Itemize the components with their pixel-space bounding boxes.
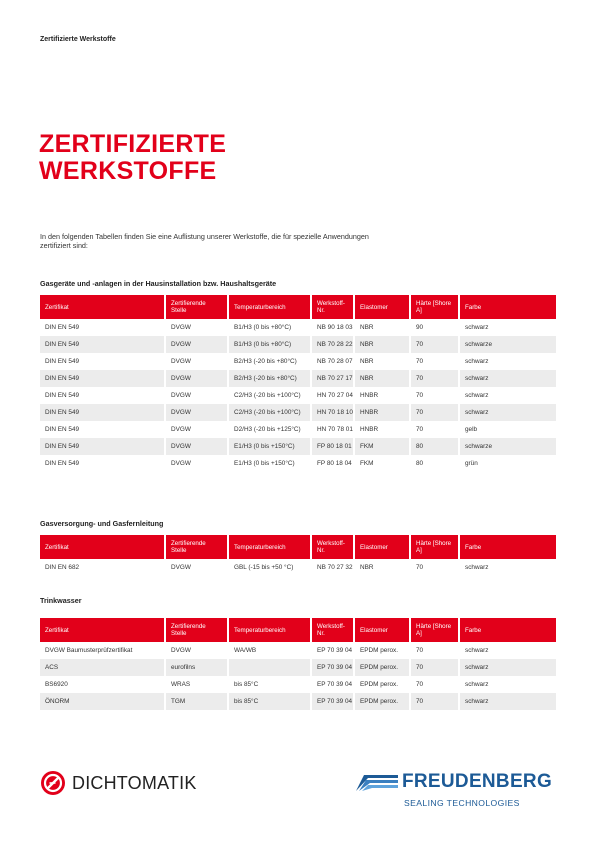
- table-header-row: [40, 295, 556, 319]
- cell-elastomer: EPDM perox.: [353, 676, 409, 693]
- dichtomatik-wordmark: DICHTOMATIK: [72, 772, 197, 793]
- cell-certifying-body: TGM: [164, 693, 227, 710]
- column-header-certifying-body: Zertifierende Stelle: [164, 618, 227, 642]
- section-title-drinking-water: Trinkwasser: [40, 596, 82, 605]
- cell-material-number: NB 70 27 17: [310, 370, 353, 387]
- cell-certifying-body: DVGW: [164, 370, 227, 387]
- cell-certificate: DIN EN 549: [40, 387, 164, 404]
- cell-color: schwarz: [458, 353, 556, 370]
- cell-certifying-body: eurofilns: [164, 659, 227, 676]
- cell-material-number: FP 80 18 04: [310, 455, 353, 472]
- table-drinking-water: [40, 618, 556, 710]
- column-header-certificate: Zertifikat: [40, 535, 164, 559]
- column-header-color: Farbe: [458, 618, 556, 642]
- cell-temperature-range: bis 85°C: [227, 693, 310, 710]
- table-header-row: [40, 535, 556, 559]
- cell-certificate: DIN EN 549: [40, 455, 164, 472]
- section-title-gas-supply: Gasversorgung- und Gasfernleitung: [40, 519, 164, 528]
- cell-color: schwarz: [458, 559, 556, 576]
- cell-color: schwarz: [458, 676, 556, 693]
- cell-hardness: 70: [409, 370, 458, 387]
- cell-certificate: DIN EN 549: [40, 319, 164, 336]
- freudenberg-tagline: SEALING TECHNOLOGIES: [404, 798, 520, 808]
- column-header-certificate: Zertifikat: [40, 295, 164, 319]
- cell-certifying-body: DVGW: [164, 353, 227, 370]
- page-title: [39, 131, 226, 185]
- cell-hardness: 70: [409, 404, 458, 421]
- table-row: [40, 319, 556, 336]
- dichtomatik-emblem-icon: [40, 770, 66, 796]
- section-title-gas-appliances: Gasgeräte und -anlagen in der Hausinstallation bzw. Haushaltsgeräte: [40, 279, 277, 288]
- dichtomatik-logo: [40, 770, 197, 796]
- column-header-elastomer: Elastomer: [353, 535, 409, 559]
- cell-elastomer: NBR: [353, 319, 409, 336]
- table-gas-supply: [40, 535, 556, 576]
- intro-text: In den folgenden Tabellen finden Sie eine Auflistung unserer Werkstoffe, die für spezielle Anwendungen zertifiziert sind:: [40, 232, 369, 250]
- table-row: [40, 370, 556, 387]
- cell-color: schwarz: [458, 693, 556, 710]
- cell-hardness: 70: [409, 336, 458, 353]
- cell-certificate: ÖNORM: [40, 693, 164, 710]
- column-header-material-number: Werkstoff-Nr.: [310, 535, 353, 559]
- cell-elastomer: FKM: [353, 455, 409, 472]
- cell-certificate: DIN EN 549: [40, 370, 164, 387]
- cell-temperature-range: [227, 659, 310, 676]
- table-row: [40, 676, 556, 693]
- cell-elastomer: NBR: [353, 353, 409, 370]
- cell-certificate: DIN EN 549: [40, 353, 164, 370]
- column-header-elastomer: Elastomer: [353, 295, 409, 319]
- cell-color: schwarz: [458, 642, 556, 659]
- cell-certifying-body: DVGW: [164, 421, 227, 438]
- cell-material-number: FP 80 18 01: [310, 438, 353, 455]
- column-header-temperature-range: Temperaturbereich: [227, 618, 310, 642]
- cell-material-number: EP 70 39 04: [310, 659, 353, 676]
- cell-hardness: 70: [409, 559, 458, 576]
- table-row: [40, 421, 556, 438]
- cell-certificate: DIN EN 549: [40, 421, 164, 438]
- column-header-material-number: Werkstoff-Nr.: [310, 618, 353, 642]
- cell-certificate: BS6920: [40, 676, 164, 693]
- cell-elastomer: NBR: [353, 370, 409, 387]
- cell-temperature-range: D2/H3 (-20 bis +125°C): [227, 421, 310, 438]
- cell-elastomer: HNBR: [353, 421, 409, 438]
- cell-elastomer: HNBR: [353, 404, 409, 421]
- freudenberg-wordmark: FREUDENBERG: [402, 771, 553, 792]
- cell-hardness: 70: [409, 642, 458, 659]
- table-row: [40, 387, 556, 404]
- cell-elastomer: EPDM perox.: [353, 642, 409, 659]
- column-header-hardness: Härte [Shore A]: [409, 535, 458, 559]
- cell-color: schwarz: [458, 404, 556, 421]
- cell-material-number: EP 70 39 04: [310, 676, 353, 693]
- cell-certifying-body: DVGW: [164, 642, 227, 659]
- table-row: [40, 642, 556, 659]
- column-header-hardness: Härte [Shore A]: [409, 295, 458, 319]
- table-row: [40, 336, 556, 353]
- cell-elastomer: HNBR: [353, 387, 409, 404]
- cell-temperature-range: C2/H3 (-20 bis +100°C): [227, 387, 310, 404]
- cell-color: schwarz: [458, 659, 556, 676]
- cell-temperature-range: B1/H3 (0 bis +80°C): [227, 336, 310, 353]
- table-gas-appliances: [40, 295, 556, 472]
- cell-certifying-body: DVGW: [164, 404, 227, 421]
- header-label: Zertifizierte Werkstoffe: [40, 36, 116, 43]
- cell-temperature-range: WA/WB: [227, 642, 310, 659]
- cell-elastomer: EPDM perox.: [353, 659, 409, 676]
- table-row: [40, 693, 556, 710]
- cell-temperature-range: B2/H3 (-20 bis +80°C): [227, 353, 310, 370]
- cell-temperature-range: C2/H3 (-20 bis +100°C): [227, 404, 310, 421]
- cell-elastomer: NBR: [353, 559, 409, 576]
- cell-color: schwarz: [458, 319, 556, 336]
- cell-certificate: DIN EN 549: [40, 336, 164, 353]
- cell-certificate: DIN EN 549: [40, 404, 164, 421]
- cell-temperature-range: B2/H3 (-20 bis +80°C): [227, 370, 310, 387]
- cell-material-number: NB 70 28 07: [310, 353, 353, 370]
- cell-material-number: HN 70 78 01: [310, 421, 353, 438]
- cell-hardness: 70: [409, 421, 458, 438]
- cell-elastomer: EPDM perox.: [353, 693, 409, 710]
- cell-color: schwarz: [458, 370, 556, 387]
- cell-color: schwarze: [458, 438, 556, 455]
- column-header-material-number: Werkstoff-Nr.: [310, 295, 353, 319]
- cell-certificate: ACS: [40, 659, 164, 676]
- cell-color: schwarz: [458, 387, 556, 404]
- column-header-color: Farbe: [458, 295, 556, 319]
- cell-hardness: 70: [409, 693, 458, 710]
- table-header-row: [40, 618, 556, 642]
- cell-certifying-body: DVGW: [164, 336, 227, 353]
- cell-temperature-range: E1/H3 (0 bis +150°C): [227, 455, 310, 472]
- column-header-certifying-body: Zertifierende Stelle: [164, 535, 227, 559]
- cell-material-number: EP 70 39 04: [310, 693, 353, 710]
- cell-hardness: 70: [409, 676, 458, 693]
- cell-certificate: DIN EN 549: [40, 438, 164, 455]
- column-header-temperature-range: Temperaturbereich: [227, 295, 310, 319]
- cell-hardness: 80: [409, 438, 458, 455]
- column-header-elastomer: Elastomer: [353, 618, 409, 642]
- column-header-temperature-range: Temperaturbereich: [227, 535, 310, 559]
- cell-color: gelb: [458, 421, 556, 438]
- cell-certifying-body: DVGW: [164, 455, 227, 472]
- cell-certifying-body: WRAS: [164, 676, 227, 693]
- cell-material-number: HN 70 18 10: [310, 404, 353, 421]
- cell-material-number: EP 70 39 04: [310, 642, 353, 659]
- page-title-line-1: ZERTIFIZIERTE: [39, 130, 227, 158]
- cell-elastomer: NBR: [353, 336, 409, 353]
- cell-elastomer: FKM: [353, 438, 409, 455]
- cell-color: schwarze: [458, 336, 556, 353]
- column-header-color: Farbe: [458, 535, 556, 559]
- cell-hardness: 80: [409, 455, 458, 472]
- cell-temperature-range: GBL (-15 bis +50 °C): [227, 559, 310, 576]
- cell-hardness: 70: [409, 659, 458, 676]
- page-title-line-2: WERKSTOFFE: [39, 157, 217, 185]
- cell-certifying-body: DVGW: [164, 319, 227, 336]
- cell-certifying-body: DVGW: [164, 438, 227, 455]
- cell-temperature-range: bis 85°C: [227, 676, 310, 693]
- column-header-hardness: Härte [Shore A]: [409, 618, 458, 642]
- column-header-certificate: Zertifikat: [40, 618, 164, 642]
- column-header-certifying-body: Zertifierende Stelle: [164, 295, 227, 319]
- freudenberg-wave-icon: [356, 773, 398, 791]
- table-row: [40, 353, 556, 370]
- cell-temperature-range: B1/H3 (0 bis +80°C): [227, 319, 310, 336]
- table-row: [40, 455, 556, 472]
- cell-certificate: DIN EN 682: [40, 559, 164, 576]
- cell-certifying-body: DVGW: [164, 559, 227, 576]
- table-row: [40, 438, 556, 455]
- cell-material-number: NB 70 28 22: [310, 336, 353, 353]
- table-row: [40, 559, 556, 576]
- cell-certificate: DVGW Baumusterprüfzertifikat: [40, 642, 164, 659]
- table-row: [40, 404, 556, 421]
- cell-temperature-range: E1/H3 (0 bis +150°C): [227, 438, 310, 455]
- cell-color: grün: [458, 455, 556, 472]
- cell-material-number: NB 70 27 32: [310, 559, 353, 576]
- cell-hardness: 70: [409, 387, 458, 404]
- cell-material-number: NB 90 18 03: [310, 319, 353, 336]
- cell-certifying-body: DVGW: [164, 387, 227, 404]
- table-row: [40, 659, 556, 676]
- cell-hardness: 90: [409, 319, 458, 336]
- cell-material-number: HN 70 27 04: [310, 387, 353, 404]
- cell-hardness: 70: [409, 353, 458, 370]
